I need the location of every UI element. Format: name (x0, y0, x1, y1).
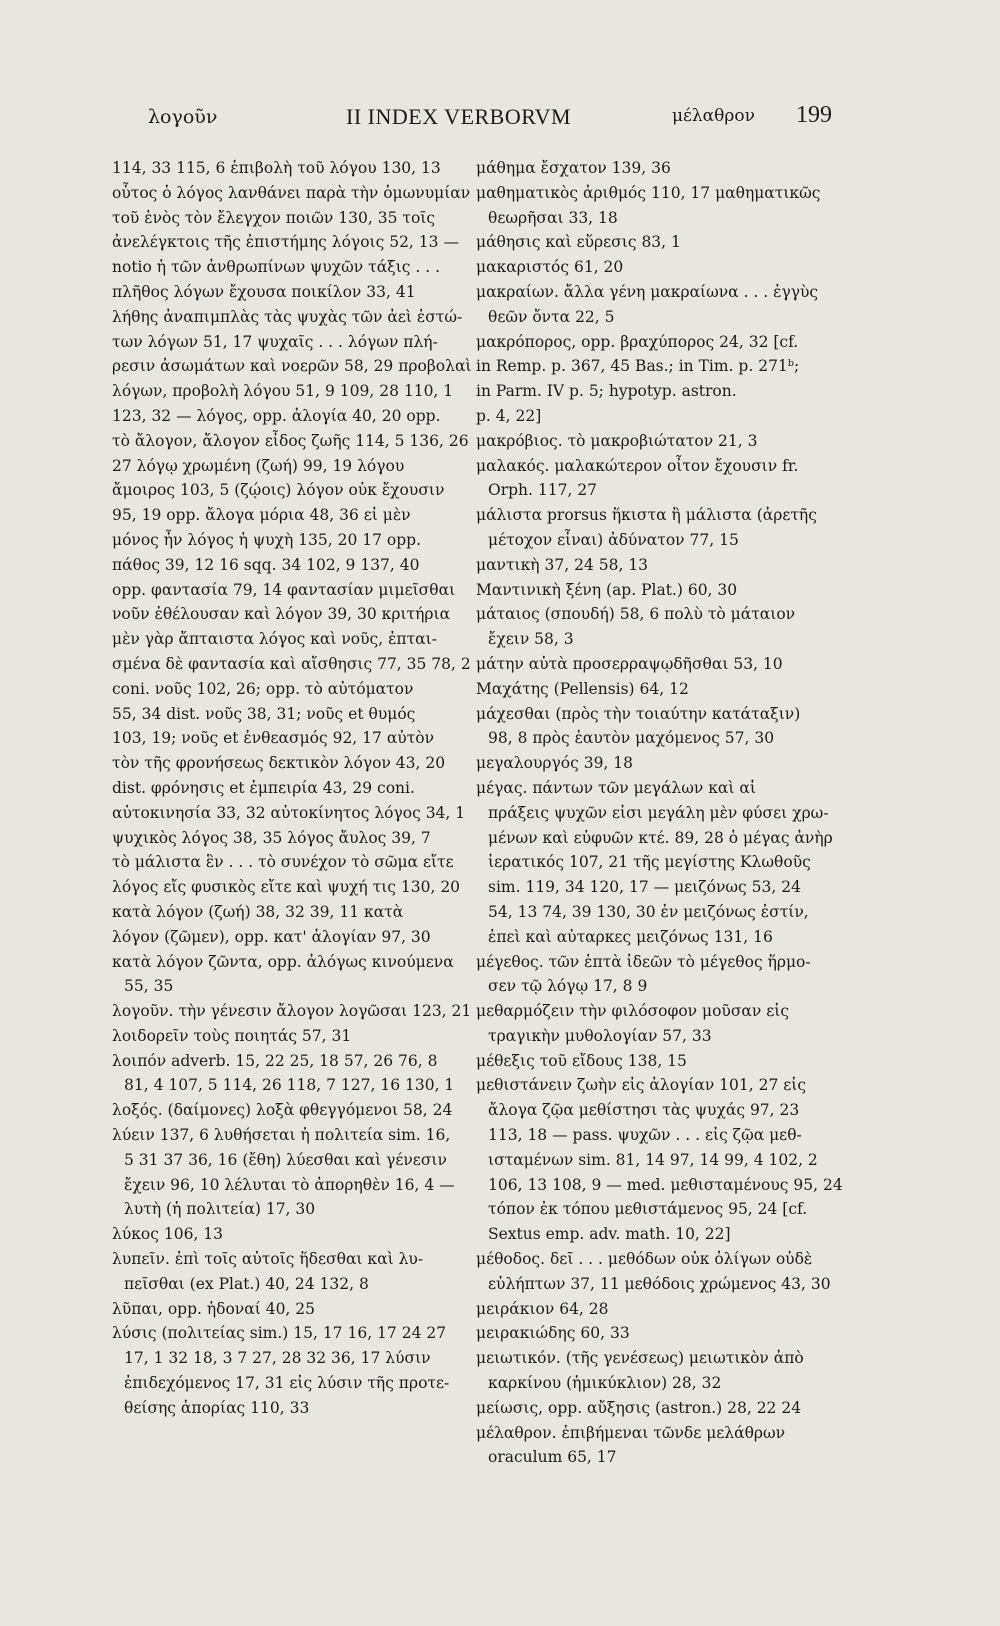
index-line: θείσης ἀπορίας 110, 33 (124, 1398, 310, 1417)
index-line: dist. φρόνησις et ἐμπειρία 43, 29 coni. (112, 778, 415, 797)
index-line: ισταμένων sim. 81, 14 97, 14 99, 4 102, 2 (488, 1150, 818, 1169)
index-line: μέθοδος. δεῖ . . . μεθόδων οὐκ ὀλίγων οὐδὲ (476, 1250, 813, 1269)
index-line: 98, 8 πρὸς ἑαυτὸν μαχόμενος 57, 30 (488, 729, 775, 748)
index-line: coni. νοῦς 102, 26; opp. τὸ αὐτόματον (112, 679, 414, 698)
header-left-catchword: λογοῦν (148, 106, 218, 128)
index-line: μαθηματικὸς ἀριθμός 110, 17 μαθηματικῶς (476, 183, 821, 202)
index-line: ἄμοιρος 103, 5 (ζῴοις) λόγον οὐκ ἔχουσιν (112, 481, 445, 500)
index-line: Orph. 117, 27 (488, 481, 598, 500)
index-line: τόπον ἐκ τόπου μεθιστάμενος 95, 24 [cf. (488, 1200, 808, 1219)
index-line: λοιδορεῖν τοὺς ποιητάς 57, 31 (112, 1026, 352, 1045)
index-line: Μαντινικὴ ξένη (ap. Plat.) 60, 30 (476, 580, 738, 599)
index-line: μείωσις, opp. αὔξησις (astron.) 28, 22 24 (476, 1398, 802, 1417)
index-line: μακρόβιος. τὸ μακροβιώτατον 21, 3 (476, 431, 758, 450)
index-line: p. 4, 22] (476, 406, 542, 425)
running-header (0, 94, 1000, 134)
index-line: 114, 33 115, 6 ἐπιβολὴ τοῦ λόγου 130, 13 (112, 159, 441, 177)
index-line: 55, 34 dist. νοῦς 38, 31; νοῦς et θυμός (112, 704, 416, 723)
index-line: μέθεξις τοῦ εἴδους 138, 15 (476, 1051, 687, 1070)
index-line: μεθαρμόζειν τὴν φιλόσοφον μοῦσαν εἰς (476, 1002, 790, 1021)
index-line: λυπεῖν. ἐπὶ τοῖς αὐτοῖς ἥδεσθαι καὶ λυ- (112, 1250, 424, 1269)
index-line: ἔχειν 58, 3 (488, 630, 574, 649)
index-line: 27 λόγῳ χρωμένη (ζωή) 99, 19 λόγου (112, 456, 405, 475)
index-line: τὸ ἄλογον, ἄλογον εἶδος ζωῆς 114, 5 136, 26 (112, 431, 469, 450)
index-line: μάτην αὐτὰ προσερραψῳδῆσθαι 53, 10 (476, 654, 783, 673)
index-line: 103, 19; νοῦς et ἐνθεασμός 92, 17 αὐτὸν (112, 729, 435, 748)
index-line: μάλιστα prorsus ἥκιστα ἢ μάλιστα (ἀρετῆς (476, 506, 817, 525)
index-line: λοξός. (δαίμονες) λοξὰ φθεγγόμενοι 58, 24 (112, 1101, 453, 1120)
index-line: λύειν 137, 6 λυθήσεται ἡ πολιτεία sim. 16, (112, 1126, 451, 1145)
index-line: θεωρῆσαι 33, 18 (488, 208, 618, 227)
index-line: λόγος εἴς φυσικὸς εἴτε καὶ ψυχή τις 130, 20 (112, 878, 461, 897)
index-line: Sextus emp. adv. math. 10, 22] (488, 1225, 731, 1244)
index-line: ἔχειν 96, 10 λέλυται τὸ ἀπορηθὲν 16, 4 — (124, 1175, 455, 1194)
index-line: μάθησις καὶ εὕρεσις 83, 1 (476, 233, 681, 252)
index-line: τὸ μάλιστα ἓν . . . τὸ συνέχον τὸ σῶμα εἴτε (112, 853, 454, 872)
index-line: 5 31 37 36, 16 (ἔθη) λύεσθαι καὶ γένεσιν (124, 1150, 447, 1169)
index-line: sim. 119, 34 120, 17 — μειζόνως 53, 24 (488, 878, 801, 897)
index-line: μεγαλουργός 39, 18 (476, 754, 634, 773)
index-line: ἐπιδεχόμενος 17, 31 εἰς λύσιν τῆς προτε- (124, 1374, 450, 1393)
index-line: μάταιος (σπουδή) 58, 6 πολὺ τὸ μάταιον (476, 605, 796, 624)
index-line: 113, 18 — pass. ψυχῶν . . . εἰς ζῷα μεθ- (488, 1126, 802, 1145)
index-line: μεθιστάνειν ζωὴν εἰς ἀλογίαν 101, 27 εἰς (476, 1076, 807, 1095)
index-line: μάχεσθαι (πρὸς τὴν τοιαύτην κατάταξιν) (476, 704, 801, 723)
index-line: 95, 19 opp. ἄλογα μόρια 48, 36 εἰ μὲν (112, 506, 411, 525)
index-line: λήθης ἀναπιμπλὰς τὰς ψυχὰς τῶν ἀεὶ ἐστώ- (112, 307, 463, 326)
header-right-catchword: μέλαθρον (672, 106, 755, 126)
index-line: in Parm. IV p. 5; hypotyp. astron. (476, 382, 737, 401)
left-column (112, 156, 472, 1421)
index-line: opp. φαντασία 79, 14 φαντασίαν μιμεῖσθαι (112, 580, 456, 599)
index-line: μακρόπορος, opp. βραχύπορος 24, 32 [cf. (476, 332, 799, 351)
page-number: 199 (796, 102, 832, 128)
index-line: μαλακός. μαλακώτερον οἶτον ἔχουσιν fr. (476, 456, 799, 475)
index-line: notio ἡ τῶν ἀνθρωπίνων ψυχῶν τάξις . . . (112, 258, 441, 277)
index-line: θεῶν ὄντα 22, 5 (488, 307, 615, 326)
index-line: μέτοχον εἶναι) ἀδύνατον 77, 15 (488, 530, 739, 549)
index-line: σμένα δὲ φαντασία καὶ αἴσθησις 77, 35 78, 2 (112, 654, 471, 673)
index-line: μόνος ἦν λόγος ἡ ψυχὴ 135, 20 17 opp. (112, 530, 422, 549)
index-line: μὲν γὰρ ἄπταιστα λόγος καὶ νοῦς, ἐπται- (112, 630, 437, 649)
index-line: μένων καὶ εὐφυῶν κτέ. 89, 28 ὁ μέγας ἀνὴρ (488, 828, 833, 847)
index-line: λόγον (ζῶμεν), opp. κατ' ἀλογίαν 97, 30 (112, 927, 431, 946)
index-line: πάθος 39, 12 16 sqq. 34 102, 9 137, 40 (112, 555, 420, 574)
index-line: λύσις (πολιτείας sim.) 15, 17 16, 17 24 27 (112, 1324, 447, 1343)
index-line: τὸν τῆς φρονήσεως δεκτικὸν λόγον 43, 20 (112, 754, 446, 773)
index-line: 17, 1 32 18, 3 7 27, 28 32 36, 17 λύσιν (124, 1349, 431, 1368)
index-line: λοιπόν adverb. 15, 22 25, 18 57, 26 76, 8 (112, 1051, 438, 1070)
index-line: 106, 13 108, 9 — med. μεθισταμένους 95, 24 (488, 1175, 843, 1194)
index-line: ἐπεὶ καὶ αὐταρκες μειζόνως 131, 16 (488, 927, 773, 946)
index-line: λύκος 106, 13 (112, 1225, 224, 1244)
index-line: καρκίνου (ἡμικύκλιον) 28, 32 (488, 1374, 722, 1393)
index-line: 54, 13 74, 39 130, 30 ἐν μειζόνως ἐστίν, (488, 902, 809, 921)
index-line: μαντικὴ 37, 24 58, 13 (476, 555, 649, 574)
index-line: ἄλογα ζῷα μεθίστησι τὰς ψυχάς 97, 23 (488, 1101, 800, 1120)
index-line: τραγικὴν μυθολογίαν 57, 33 (488, 1026, 712, 1045)
index-line: λογοῦν. τὴν γένεσιν ἄλογον λογῶσαι 123, 21 (112, 1002, 472, 1021)
index-line: πράξεις ψυχῶν εἰσι μεγάλη μὲν φύσει χρω- (488, 803, 829, 822)
index-line: μειράκιον 64, 28 (476, 1299, 609, 1318)
index-line: μέλαθρον. ἐπιβήμεναι τῶνδε μελάθρων (476, 1423, 786, 1442)
index-line: ἱερατικός 107, 21 τῆς μεγίστης Κλωθοῦς (488, 853, 811, 872)
right-column (476, 156, 854, 1470)
index-line: ψυχικὸς λόγος 38, 35 λόγος ἄυλος 39, 7 (112, 828, 431, 847)
index-line: 55, 35 (124, 977, 174, 996)
header-title: II INDEX VERBORVM (346, 104, 572, 129)
index-line: Μαχάτης (Pellensis) 64, 12 (476, 679, 689, 698)
index-line: λῦπαι, opp. ἡδοναί 40, 25 (112, 1299, 316, 1318)
index-line: σεν τῷ λόγῳ 17, 8 9 (488, 977, 648, 996)
index-line: oraculum 65, 17 (488, 1448, 617, 1467)
index-line: in Remp. p. 367, 45 Bas.; in Tim. p. 271ᵇ; (476, 357, 800, 376)
index-line: μακραίων. ἄλλα γένη μακραίωνα . . . ἐγγὺς (476, 282, 819, 301)
index-line: ρεσιν ἀσωμάτων καὶ νοερῶν 58, 29 προβολαὶ (112, 357, 472, 376)
index-line: αὐτοκινησία 33, 32 αὐτοκίνητος λόγος 34, 1 (112, 803, 466, 822)
index-line: οὗτος ὁ λόγος λανθάνει παρὰ τὴν ὁμωνυμίαν (112, 183, 471, 202)
index-line: μακαριστός 61, 20 (476, 258, 624, 277)
index-line: μάθημα ἔσχατον 139, 36 (476, 159, 671, 177)
index-line: ἀνελέγκτοις τῆς ἐπιστήμης λόγοις 52, 13 — (112, 233, 459, 252)
index-line: πλῆθος λόγων ἔχουσα ποικίλον 33, 41 (112, 282, 416, 301)
index-line: εὐλήπτων 37, 11 μεθόδοις χρώμενος 43, 30 (488, 1274, 831, 1293)
index-line: μειωτικόν. (τῆς γενέσεως) μειωτικὸν ἀπὸ (476, 1349, 804, 1368)
index-line: νοῦν ἐθέλουσαν καὶ λόγον 39, 30 κριτήρια (112, 605, 451, 624)
index-line: μέγεθος. τῶν ἑπτὰ ἰδεῶν τὸ μέγεθος ἥρμο- (476, 952, 811, 971)
index-line: λυτὴ (ἡ πολιτεία) 17, 30 (124, 1200, 316, 1219)
index-line: κατὰ λόγον (ζωή) 38, 32 39, 11 κατὰ (112, 902, 404, 921)
index-line: μέγας. πάντων τῶν μεγάλων καὶ αἱ (476, 778, 756, 797)
index-line: μειρακιώδης 60, 33 (476, 1324, 630, 1343)
index-line: κατὰ λόγον ζῶντα, opp. ἀλόγως κινούμενα (112, 952, 454, 971)
index-line: των λόγων 51, 17 ψυχαῖς . . . λόγων πλή- (112, 332, 438, 351)
index-line: πεῖσθαι (ex Plat.) 40, 24 132, 8 (124, 1274, 369, 1293)
index-line: λόγων, προβολὴ λόγου 51, 9 109, 28 110, 1 (112, 382, 454, 401)
index-line: 123, 32 — λόγος, opp. ἀλογία 40, 20 opp. (112, 406, 441, 425)
index-line: 81, 4 107, 5 114, 26 118, 7 127, 16 130, 1 (124, 1076, 455, 1095)
index-line: τοῦ ἑνὸς τὸν ἔλεγχον ποιῶν 130, 35 τοῖς (112, 208, 436, 227)
